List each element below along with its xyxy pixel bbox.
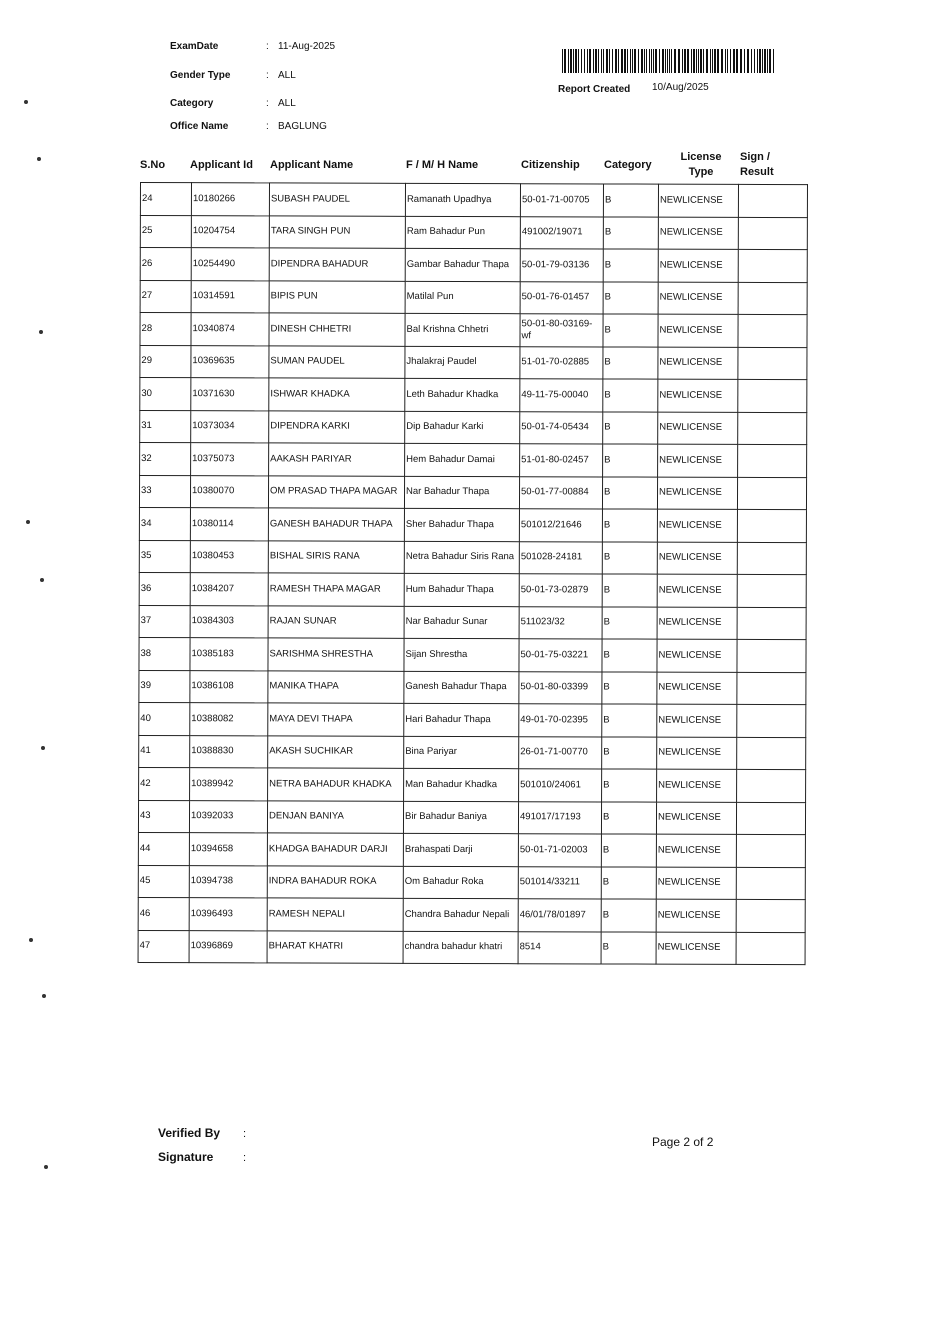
fmh-name-cell: Netra Bahadur Siris Rana <box>404 541 519 574</box>
sign-result-cell <box>737 607 806 640</box>
table-row <box>139 572 806 607</box>
applicant-name-cell: SARISHMA SHRESTHA <box>268 638 404 671</box>
license-type-cell: NEWLICENSE <box>658 444 738 477</box>
fmh-name-cell: Ram Bahadur Pun <box>405 216 520 249</box>
citizenship-cell: 511023/32 <box>519 606 602 639</box>
license-type-cell: NEWLICENSE <box>658 412 738 445</box>
applicant-name-cell: MANIKA THAPA <box>268 670 404 703</box>
category-cell: B <box>602 606 657 639</box>
col-header-category: Category <box>604 159 652 171</box>
table-row <box>140 378 807 413</box>
applicant-id-cell: 10396869 <box>189 930 267 963</box>
category-cell: B <box>602 736 657 769</box>
fmh-name-cell: Bina Pariyar <box>404 736 519 769</box>
sno-cell: 44 <box>138 832 189 865</box>
table-row <box>139 767 806 802</box>
sno-cell: 30 <box>140 378 191 411</box>
sno-cell: 28 <box>140 313 191 346</box>
category-cell: B <box>601 866 656 899</box>
office-name-label: Office Name <box>170 121 229 132</box>
license-type-cell: NEWLICENSE <box>656 932 736 965</box>
fmh-name-cell: Sher Bahadur Thapa <box>404 508 519 541</box>
col-header-citizenship: Citizenship <box>521 159 580 171</box>
table-row <box>139 507 806 542</box>
sign-result-cell <box>738 282 807 315</box>
fmh-name-cell: Hari Bahadur Thapa <box>404 703 519 736</box>
citizenship-cell: 49-11-75-00040 <box>520 379 603 412</box>
license-type-cell: NEWLICENSE <box>657 672 737 705</box>
sno-cell: 25 <box>140 215 191 248</box>
category-cell: B <box>601 931 656 964</box>
sign-result-cell <box>737 574 806 607</box>
colon: : <box>243 1152 247 1164</box>
applicant-name-cell: RAMESH NEPALI <box>267 898 403 931</box>
sno-cell: 37 <box>139 605 190 638</box>
table-row <box>139 735 806 770</box>
citizenship-cell: 50-01-76-01457 <box>520 281 603 314</box>
scan-speck <box>37 157 41 161</box>
report-created-label: Report Created <box>558 84 631 95</box>
table-row <box>140 313 807 348</box>
fmh-name-cell: Nar Bahadur Thapa <box>404 476 519 509</box>
applicant-name-cell: DIPENDRA BAHADUR <box>269 248 405 281</box>
license-type-cell: NEWLICENSE <box>658 184 738 217</box>
citizenship-cell: 501012/21646 <box>519 509 602 542</box>
sno-cell: 36 <box>139 572 190 605</box>
gender-type-label: Gender Type <box>170 70 231 81</box>
applicant-name-cell: GANESH BAHADUR THAPA <box>268 508 404 541</box>
sign-result-cell <box>736 834 805 867</box>
applicant-id-cell: 10389942 <box>190 768 268 801</box>
license-type-cell: NEWLICENSE <box>657 574 737 607</box>
col-header-sno: S.No <box>140 159 166 171</box>
applicant-id-cell: 10394658 <box>189 833 267 866</box>
scan-speck <box>44 1165 48 1169</box>
applicant-name-cell: AAKASH PARIYAR <box>269 443 405 476</box>
sno-cell: 24 <box>140 183 191 216</box>
applicant-name-cell: OM PRASAD THAPA MAGAR <box>268 475 404 508</box>
fmh-name-cell: Dip Bahadur Karki <box>405 411 520 444</box>
fmh-name-cell: Om Bahadur Roka <box>403 866 518 899</box>
sno-cell: 26 <box>140 248 191 281</box>
sign-result-cell <box>738 184 807 217</box>
sno-cell: 34 <box>139 507 190 540</box>
category-cell: B <box>603 184 658 217</box>
category-cell: B <box>602 541 657 574</box>
table-row <box>138 897 805 932</box>
table-row <box>139 475 806 510</box>
table-row <box>139 702 806 737</box>
applicant-name-cell: NETRA BAHADUR KHADKA <box>268 768 404 801</box>
scan-speck <box>24 100 28 104</box>
license-type-cell: NEWLICENSE <box>656 802 736 835</box>
citizenship-cell: 50-01-71-00705 <box>520 184 603 217</box>
applicant-name-cell: DENJAN BANIYA <box>267 800 403 833</box>
applicant-id-cell: 10380114 <box>190 508 268 541</box>
applicant-id-cell: 10396493 <box>189 898 267 931</box>
sign-result-cell <box>738 444 807 477</box>
fmh-name-cell: Leth Bahadur Khadka <box>405 378 520 411</box>
colon: : <box>266 121 269 132</box>
fmh-name-cell: Ganesh Bahadur Thapa <box>404 671 519 704</box>
scan-speck <box>29 938 33 942</box>
license-type-cell: NEWLICENSE <box>658 217 738 250</box>
citizenship-cell: 501014/33211 <box>518 866 601 899</box>
sign-result-cell <box>736 867 805 900</box>
category-cell: B <box>602 769 657 802</box>
citizenship-cell: 50-01-79-03136 <box>520 249 603 282</box>
category-cell: B <box>602 671 657 704</box>
sign-result-cell <box>737 737 806 770</box>
category-cell: B <box>602 704 657 737</box>
category-cell: B <box>601 899 656 932</box>
category-cell: B <box>602 476 657 509</box>
page-number: Page 2 of 2 <box>652 1135 714 1149</box>
table-row <box>138 800 805 835</box>
applicant-id-cell: 10373034 <box>191 410 269 443</box>
sno-cell: 35 <box>139 540 190 573</box>
license-type-cell: NEWLICENSE <box>658 314 738 347</box>
category-value: ALL <box>278 98 296 109</box>
table-row <box>140 345 807 380</box>
license-type-cell: NEWLICENSE <box>658 347 738 380</box>
applicant-id-cell: 10394738 <box>189 865 267 898</box>
applicant-id-cell: 10254490 <box>191 248 269 281</box>
license-type-cell: NEWLICENSE <box>658 282 738 315</box>
sno-cell: 31 <box>140 410 191 443</box>
sno-cell: 29 <box>140 345 191 378</box>
category-cell: B <box>601 801 656 834</box>
applicant-name-cell: DIPENDRA KARKI <box>269 410 405 443</box>
sign-result-cell <box>738 217 807 250</box>
applicant-id-cell: 10386108 <box>190 670 268 703</box>
category-cell: B <box>603 346 658 379</box>
license-type-cell: NEWLICENSE <box>656 867 736 900</box>
table-row <box>139 670 806 705</box>
scan-speck <box>42 994 46 998</box>
fmh-name-cell: Man Bahadur Khadka <box>404 768 519 801</box>
applicant-id-cell: 10388082 <box>190 703 268 736</box>
license-type-cell: NEWLICENSE <box>656 834 736 867</box>
fmh-name-cell: Brahaspati Darji <box>403 833 518 866</box>
fmh-name-cell: Nar Bahadur Sunar <box>404 606 519 639</box>
table-row <box>138 865 805 900</box>
colon: : <box>243 1128 247 1140</box>
fmh-name-cell: chandra bahadur khatri <box>403 931 518 964</box>
scan-speck <box>39 330 43 334</box>
citizenship-cell: 50-01-74-05434 <box>520 411 603 444</box>
category-cell: B <box>603 314 658 347</box>
citizenship-cell: 51-01-70-02885 <box>520 346 603 379</box>
sno-cell: 33 <box>139 475 190 508</box>
table-row <box>140 410 807 445</box>
applicant-id-cell: 10385183 <box>190 638 268 671</box>
col-header-sign-result: Sign / Result <box>740 151 774 178</box>
table-row <box>138 832 805 867</box>
table-row <box>139 540 806 575</box>
colon: : <box>266 41 269 52</box>
citizenship-cell: 501028-24181 <box>519 541 602 574</box>
applicant-id-cell: 10384207 <box>190 573 268 606</box>
sno-cell: 32 <box>140 443 191 476</box>
category-cell: B <box>603 379 658 412</box>
col-header-license-type: License Type <box>680 151 722 178</box>
category-cell: B <box>603 216 658 249</box>
sign-result-cell <box>736 932 805 965</box>
sno-cell: 27 <box>140 280 191 313</box>
table-row <box>140 215 807 250</box>
license-type-cell: NEWLICENSE <box>657 477 737 510</box>
sign-result-cell <box>737 769 806 802</box>
citizenship-cell: 50-01-77-00884 <box>519 476 602 509</box>
applicant-name-cell: ISHWAR KHADKA <box>269 378 405 411</box>
exam-date-value: 11-Aug-2025 <box>278 41 336 52</box>
applicant-id-cell: 10369635 <box>191 345 269 378</box>
citizenship-cell: 50-01-80-03399 <box>519 671 602 704</box>
citizenship-cell: 491002/19071 <box>520 216 603 249</box>
category-cell: B <box>602 574 657 607</box>
fmh-name-cell: Bal Krishna Chhetri <box>405 313 520 346</box>
applicant-id-cell: 10380453 <box>190 540 268 573</box>
sno-cell: 41 <box>139 735 190 768</box>
license-type-cell: NEWLICENSE <box>657 769 737 802</box>
applicant-name-cell: MAYA DEVI THAPA <box>268 703 404 736</box>
license-type-cell: NEWLICENSE <box>657 639 737 672</box>
license-type-cell: NEWLICENSE <box>658 379 738 412</box>
barcode-icon <box>562 49 774 73</box>
category-cell: B <box>601 834 656 867</box>
license-type-cell: NEWLICENSE <box>657 737 737 770</box>
applicant-name-cell: SUMAN PAUDEL <box>269 345 405 378</box>
category-cell: B <box>602 509 657 542</box>
applicant-name-cell: BIPIS PUN <box>269 280 405 313</box>
applicant-name-cell: DINESH CHHETRI <box>269 313 405 346</box>
colon: : <box>266 98 269 109</box>
fmh-name-cell: Gambar Bahadur Thapa <box>405 248 520 281</box>
table-row <box>140 280 807 315</box>
applicant-table-body <box>138 183 807 965</box>
sno-cell: 46 <box>138 897 189 930</box>
gender-type-value: ALL <box>278 70 296 81</box>
sno-cell: 39 <box>139 670 190 703</box>
applicant-id-cell: 10384303 <box>190 605 268 638</box>
table-row <box>140 183 807 218</box>
category-cell: B <box>603 281 658 314</box>
license-type-cell: NEWLICENSE <box>657 607 737 640</box>
table-row <box>139 637 806 672</box>
category-cell: B <box>603 411 658 444</box>
scan-speck <box>26 520 30 524</box>
exam-date-label: ExamDate <box>170 41 219 52</box>
citizenship-cell: 491017/17193 <box>518 801 601 834</box>
col-header-applicant-id: Applicant Id <box>190 159 253 171</box>
applicant-id-cell: 10340874 <box>191 313 269 346</box>
citizenship-cell: 50-01-71-02003 <box>518 834 601 867</box>
fmh-name-cell: Hum Bahadur Thapa <box>404 573 519 606</box>
sign-result-cell <box>738 379 807 412</box>
fmh-name-cell: Matilal Pun <box>405 281 520 314</box>
sign-result-cell <box>736 802 805 835</box>
table-row <box>138 930 805 965</box>
sign-result-cell <box>738 347 807 380</box>
category-cell: B <box>603 444 658 477</box>
sno-cell: 38 <box>139 637 190 670</box>
category-cell: B <box>603 249 658 282</box>
sno-cell: 42 <box>139 767 190 800</box>
applicant-name-cell: AKASH SUCHIKAR <box>268 735 404 768</box>
sign-result-cell <box>737 639 806 672</box>
citizenship-cell: 49-01-70-02395 <box>519 704 602 737</box>
report-created-value: 10/Aug/2025 <box>652 82 709 93</box>
applicant-name-cell: INDRA BAHADUR ROKA <box>267 865 403 898</box>
citizenship-cell: 51-01-80-02457 <box>520 444 603 477</box>
citizenship-cell: 46/01/78/01897 <box>518 899 601 932</box>
applicant-name-cell: TARA SINGH PUN <box>269 215 405 248</box>
applicant-name-cell: RAMESH THAPA MAGAR <box>268 573 404 606</box>
applicant-name-cell: RAJAN SUNAR <box>268 605 404 638</box>
license-type-cell: NEWLICENSE <box>658 249 738 282</box>
category-cell: B <box>602 639 657 672</box>
fmh-name-cell: Chandra Bahadur Nepali <box>403 898 518 931</box>
applicant-name-cell: SUBASH PAUDEL <box>269 183 405 216</box>
fmh-name-cell: Bir Bahadur Baniya <box>403 801 518 834</box>
sign-result-cell <box>737 542 806 575</box>
fmh-name-cell: Sijan Shrestha <box>404 638 519 671</box>
citizenship-cell: 501010/24061 <box>519 769 602 802</box>
applicant-name-cell: KHADGA BAHADUR DARJI <box>267 833 403 866</box>
fmh-name-cell: Hem Bahadur Damai <box>405 443 520 476</box>
sign-result-cell <box>737 672 806 705</box>
fmh-name-cell: Ramanath Upadhya <box>405 183 520 216</box>
scan-speck <box>41 746 45 750</box>
sign-result-cell <box>738 249 807 282</box>
sno-cell: 40 <box>139 702 190 735</box>
citizenship-cell: 26-01-71-00770 <box>519 736 602 769</box>
license-type-cell: NEWLICENSE <box>657 509 737 542</box>
applicant-id-cell: 10180266 <box>191 183 269 216</box>
category-label: Category <box>170 98 214 109</box>
applicant-id-cell: 10371630 <box>191 378 269 411</box>
citizenship-cell: 50-01-73-02879 <box>519 574 602 607</box>
verified-by-label: Verified By <box>158 1126 221 1140</box>
fmh-name-cell: Jhalakraj Paudel <box>405 346 520 379</box>
sign-result-cell <box>737 477 806 510</box>
applicant-id-cell: 10375073 <box>191 443 269 476</box>
citizenship-cell: 50-01-80-03169-wf <box>520 314 603 347</box>
col-header-applicant-name: Applicant Name <box>270 159 354 171</box>
table-row <box>139 605 806 640</box>
sno-cell: 47 <box>138 930 189 963</box>
license-type-cell: NEWLICENSE <box>657 704 737 737</box>
sign-result-cell <box>738 412 807 445</box>
sign-result-cell <box>737 509 806 542</box>
citizenship-cell: 8514 <box>518 931 601 964</box>
license-type-cell: NEWLICENSE <box>656 899 736 932</box>
scan-speck <box>40 578 44 582</box>
signature-label: Signature <box>158 1150 214 1164</box>
sign-result-cell <box>738 314 807 347</box>
col-header-fmh-name: F / M/ H Name <box>406 159 479 171</box>
applicant-id-cell: 10380070 <box>190 475 268 508</box>
applicant-name-cell: BHARAT KHATRI <box>267 930 403 963</box>
applicant-id-cell: 10388830 <box>190 735 268 768</box>
applicant-id-cell: 10204754 <box>191 215 269 248</box>
applicant-name-cell: BISHAL SIRIS RANA <box>268 540 404 573</box>
sign-result-cell <box>737 704 806 737</box>
colon: : <box>266 70 269 81</box>
sign-result-cell <box>736 899 805 932</box>
license-type-cell: NEWLICENSE <box>657 542 737 575</box>
applicant-table <box>138 182 808 965</box>
sno-cell: 43 <box>138 800 189 833</box>
table-row <box>140 443 807 478</box>
applicant-id-cell: 10392033 <box>189 800 267 833</box>
applicant-id-cell: 10314591 <box>191 280 269 313</box>
office-name-value: BAGLUNG <box>278 121 327 132</box>
sno-cell: 45 <box>138 865 189 898</box>
table-row <box>140 248 807 283</box>
citizenship-cell: 50-01-75-03221 <box>519 639 602 672</box>
